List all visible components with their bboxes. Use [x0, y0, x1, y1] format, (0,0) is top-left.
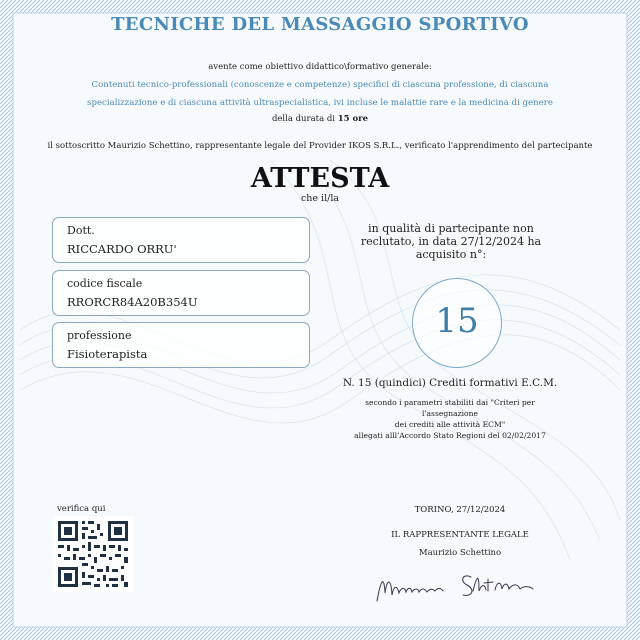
duration-prefix: della durata di [271, 114, 338, 124]
participation-line-2: reclutato, in data 27/12/2024 ha [360, 235, 542, 248]
criteria-line-1: secondo i parametri stabiliti dai "Criteri per [365, 398, 535, 407]
objective-intro: avente come obiettivo didattico\formativo generale: [208, 62, 432, 72]
criteria-line-2: l'assegnazione [422, 409, 478, 418]
credits-number: 15 [435, 301, 479, 341]
participant-name-box [52, 217, 310, 263]
participation-statement [345, 222, 557, 261]
fiscal-code-label: codice fiscale [67, 277, 143, 290]
profession-value: Fisioterapista [67, 347, 148, 361]
profession-box [52, 322, 310, 368]
course-title: TECNICHE DEL MASSAGGIO SPORTIVO [111, 14, 529, 35]
legal-rep-name: Maurizio Schettino [418, 548, 502, 558]
fiscal-code-value: RRORCR84A20B354U [67, 295, 198, 309]
verify-label: verifica qui [57, 504, 106, 514]
legal-rep-label: IL RAPPRESENTANTE LEGALE [391, 530, 529, 540]
criteria-line-4: allegati alll'Accordo Stato Regioni del 02/02/2017 [354, 431, 546, 440]
participant-name: RICCARDO ORRU' [67, 242, 177, 256]
objective-line-2: specializzazione e di ciascuna attività ultraspecialistica, ivi incluse le malattie rare e la medicina di genere [87, 98, 553, 108]
fiscal-code-box [52, 270, 310, 316]
handwritten-signature [375, 565, 540, 605]
criteria-text [330, 397, 570, 441]
objective-line-1: Contenuti tecnico-professionali (conoscenze e competenze) specifici di ciascuna professione, di ciascuna [91, 80, 549, 90]
credits-text: N. 15 (quindici) Crediti formativi E.C.M. [342, 377, 558, 389]
duration-value: 15 ore [337, 114, 369, 124]
participation-line-3: acquisito n°: [415, 248, 487, 261]
place-date: TORINO, 27/12/2024 [414, 505, 506, 515]
duration [0, 114, 640, 124]
qr-code-icon[interactable] [53, 516, 133, 592]
participation-line-1: in qualità di partecipante non [368, 222, 534, 235]
criteria-line-3: dei crediti alle attività ECM" [394, 420, 506, 429]
che-il-la: che il/la [300, 193, 340, 204]
title-label: Dott. [67, 224, 95, 237]
credits-circle [412, 278, 502, 368]
attesta-heading: ATTESTA [250, 163, 390, 194]
profession-label: professione [67, 329, 132, 342]
signatory-statement: il sottoscritto Maurizio Schettino, rappresentante legale del Provider IKOS S.R.L., verificato l'apprendimento del partecipante [47, 141, 593, 151]
